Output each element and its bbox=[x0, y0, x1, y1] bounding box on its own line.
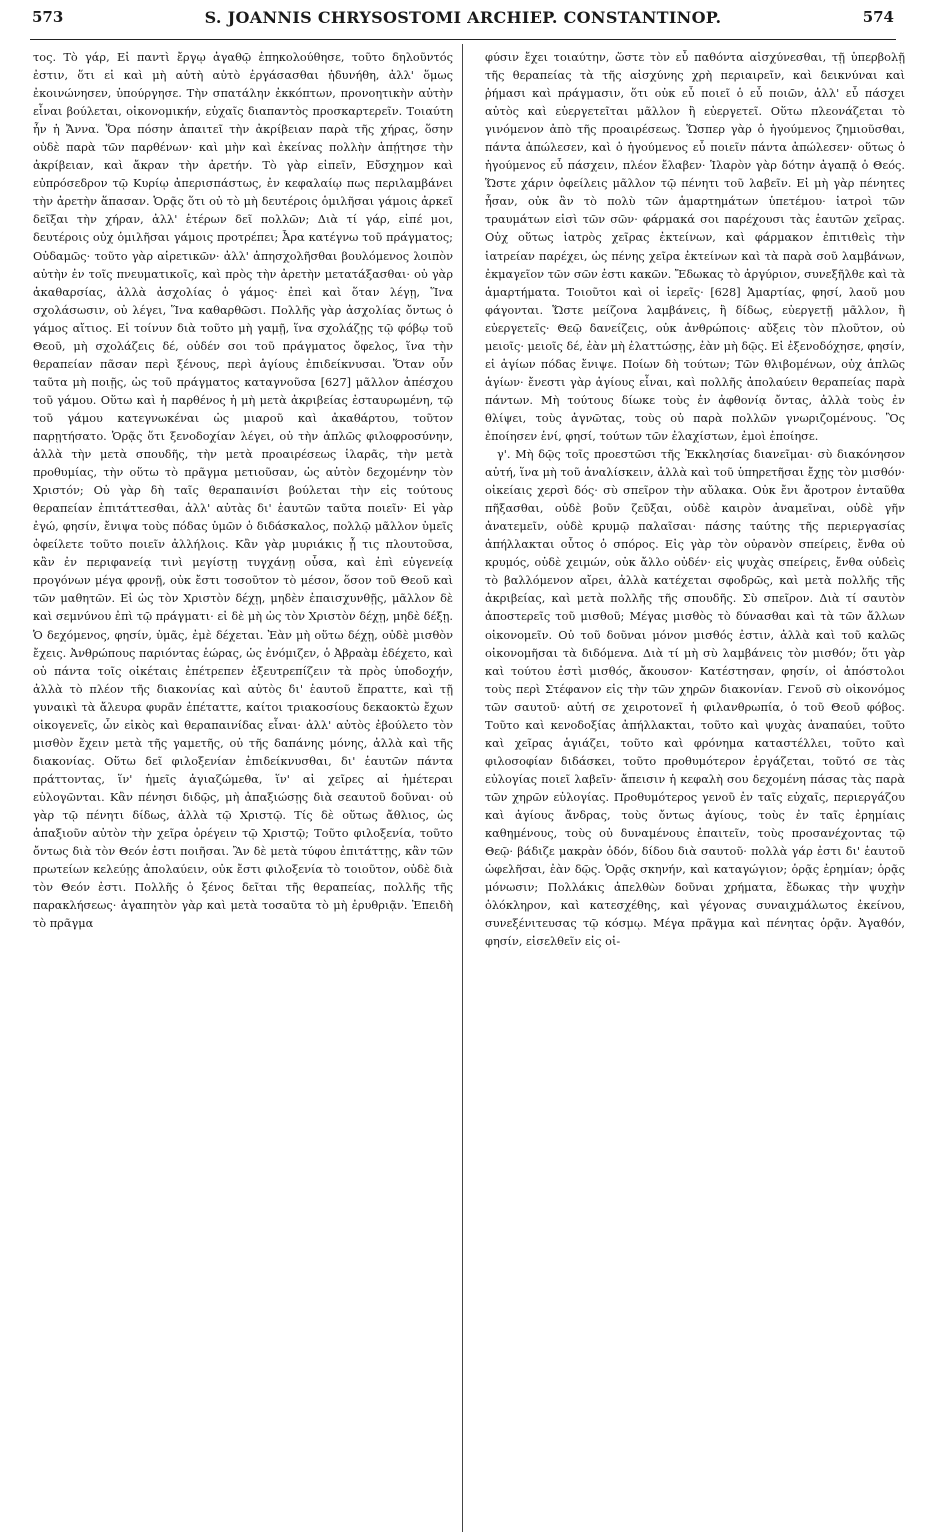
right-column bbox=[485, 48, 905, 950]
running-title: S. JOANNIS CHRYSOSTOMI ARCHIEP. CONSTANTINOP. bbox=[204, 8, 722, 27]
header-rule bbox=[30, 39, 896, 40]
page-number-right: 574 bbox=[862, 8, 894, 26]
column-divider bbox=[462, 44, 463, 1532]
left-column bbox=[33, 48, 453, 932]
left-column-text: τος. Τὸ γάρ, Εἰ παντὶ ἔργῳ ἀγαθῷ ἐπηκολούθησε, τοῦτο δηλοῦντός ἐστιν, ὅτι εἰ καὶ μὴ αὐτὴ αὐτὸ ἐργάσασθαι ἠδυνήθη, ἀλλ' ὅμως ἐκοινώνησεν, ὑπούργησε. Τὴν σπατάλην ἐκκόπτων, προνοητικὴν αὐτὴν εἶναι βούλεται, οἰκονομικήν, εὐχαῖς διαπαντὸς προσκαρτερεῖν. Τοιαύτη ἦν ἡ Ἄννα. Ὅρα πόσην ἀπαιτεῖ τὴν ἀκρίβειαν παρὰ τῆς χήρας, ὅσην οὐδὲ παρὰ τῶν παρθένων· καὶ μὴν καὶ ἐκείνας πολλὴν ἀπῄτησε τὴν ἀκρίβειαν, καὶ ἄκραν τὴν ἀρετήν. Τὸ γὰρ εἰπεῖν, Εὔσχημον καὶ εὐπρόσεδρον τῷ Κυρίῳ ἀπερισπάστως, ἐν κεφαλαίῳ πως περιλαμβάνει τὴν ἀρετὴν ἅπασαν. Ὁρᾷς ὅτι οὐ τὸ μὴ δευτέροις ὁμιλῆσαι γάμοις ἀρκεῖ δεῖξαι τὴν χήραν, ἀλλ' ἑτέρων δεῖ πολλῶν; Διὰ τί γάρ, εἰπέ μοι, δευτέροις οὐχ ὁμιλῆσαι γάμοις προτρέπει; Ἆρα κατέγνω τοῦ πράγματος; Οὐδαμῶς· τοῦτο γὰρ αἱρετικῶν· ἀλλ' ἀπησχολῆσθαι βουλόμενος λοιπὸν αὐτὴν ἐν τοῖς πνευματικοῖς, καὶ πρὸς τὴν ἀρετὴν μετατάξασθαι· οὐ γὰρ ἀκαθαρσίας, ἀλλὰ ἀσχολίας ὁ γάμος· ἐπεὶ καὶ ὅταν λέγῃ, Ἵνα σχολάσωσιν, οὐ λέγει, Ἵνα καθαρθῶσι. Πολλῆς γὰρ ἀσχολίας ὄντως ὁ γάμος αἴτιος. Εἰ τοίνυν διὰ τοῦτο μὴ γαμῇ, ἵνα σχολάζῃς τῷ φόβῳ τοῦ Θεοῦ, μὴ σχολάζεις δέ, οὐδέν σοι τοῦ πράγματος ὄφελος, ἵνα τὴν θεραπείαν πᾶσαν περὶ ξένους, περὶ ἁγίους ἐπιδείκνυσαι. Ὅταν οὖν ταῦτα μὴ ποιῇς, ὡς τοῦ πράγματος καταγνοῦσα [627] μᾶλλον ἀπέσχου τοῦ γάμου. Οὕτω καὶ ἡ παρθένος ἡ μὴ μετὰ ἀκριβείας ἐσταυρωμένη, τῷ τοῦ γάμου κατεγνωκέναι ὡς μιαροῦ καὶ ἀκαθάρτου, τοῦτον παρῃτήσατο. Ὁρᾷς ὅτι ξενοδοχίαν λέγει, οὐ τὴν ἁπλῶς φιλοφροσύνην, ἀλλὰ τὴν μετὰ σπουδῆς, τὴν μετὰ προαιρέσεως ἱλαρᾶς, τὴν μετὰ προθυμίας, τὴν οὕτω τὸ πρᾶγμα μετιοῦσαν, ὡς αὐτὸν δεχομένην τὸν Χριστόν; Οὐ γὰρ δὴ ταῖς θεραπαινίσι βούλεται τὴν εἰς τούτους θεραπείαν ἐπιτάττεσθαι, ἀλλ' αὐτὰς δι' ἑαυτῶν ταῦτα ποιεῖν· Εἰ γὰρ ἐγώ, φησίν, ἔνιψα τοὺς πόδας ὑμῶν ὁ διδάσκαλος, πολλῷ μᾶλλον ὑμεῖς ὀφείλετε τοῦτο ποιεῖν ἀλλήλοις. Κἂν γὰρ μυριάκις ᾖ τις πλουτοῦσα, κἂν ἐν περιφανείᾳ τινὶ μεγίστῃ τυγχάνῃ οὖσα, καὶ ἐπὶ εὐγενείᾳ προγόνων μέγα φρονῇ, οὐκ ἔστι τοσοῦτον τὸ μέσον, ὅσον τοῦ Θεοῦ καὶ τῶν μαθητῶν. Εἰ ὡς τὸν Χριστὸν δέχῃ, μηδὲν ἐπαισχυνθῇς, μᾶλλον δὲ καὶ σεμνύνου ἐπὶ τῷ πράγματι· εἰ δὲ μὴ ὡς τὸν Χριστὸν δέχῃ, μηδὲ δέξῃ. Ὁ δεχόμενος, φησίν, ὑμᾶς, ἐμὲ δέχεται. Ἐὰν μὴ οὕτω δέχῃ, οὐδὲ μισθὸν ἔχεις. Ἀνθρώπους παριόντας ἑώρας, ὡς ἐνόμιζεν, ὁ Ἀβραὰμ ἐδέχετο, καὶ οὐ πάντα τοῖς οἰκέταις ἐπέτρεπεν ἐξευτρεπίζειν τὰ πρὸς ὑποδοχήν, ἀλλὰ τὸ πλέον τῆς διακονίας καὶ αὐτὸς δι' ἑαυτοῦ ἔπραττε, καὶ τῇ γυναικὶ τὰ ἄλευρα φυρᾶν ἐπέταττε, καίτοι τριακοσίους δεκαοκτὼ ἔχων οἰκογενεῖς, ὧν εἰκὸς καὶ θεραπαινίδας εἶναι· ἀλλ' αὐτὸς ἐβούλετο τὸν μισθὸν ἔχειν μετὰ τῆς γαμετῆς, οὐ τῆς δαπάνης μόνης, ἀλλὰ καὶ τῆς διακονίας. Οὕτω δεῖ φιλοξενίαν ἐπιδείκνυσθαι, δι' ἑαυτῶν πάντα πράττοντας, ἵν' ἡμεῖς ἁγιαζώμεθα, ἵν' αἱ χεῖρες αἱ ἡμέτεραι εὐλογῶνται. Κἂν πένησι διδῷς, μὴ ἀπαξιώσῃς διὰ σεαυτοῦ δοῦναι· οὐ γὰρ τῷ πένητι δίδως, ἀλλὰ τῷ Χριστῷ. Τίς δὲ οὕτως ἄθλιος, ὡς ἀπαξιοῦν αὐτὸν τὴν χεῖρα ὀρέγειν τῷ Χριστῷ; Τοῦτο φιλοξενία, τοῦτο ὄντως διὰ τὸν Θεόν ἐστι ποιῆσαι. Ἂν δὲ μετὰ τύφου ἐπιτάττῃς, κἂν τῶν πρωτείων κελεύῃς ἀπολαύειν, οὐκ ἔστι φιλοξενία τὸ τοιοῦτον, οὐδὲ διὰ τὸν Θεόν ἐστι. Πολλῆς ὁ ξένος δεῖται τῆς θεραπείας, πολλῆς τῆς παρακλήσεως· ἀγαπητὸν γὰρ καὶ μετὰ τοσαῦτα τὸ μὴ ἐρυθριᾷν. Ἐπειδὴ τὸ πρᾶγμα bbox=[33, 50, 453, 931]
right-column-paragraph: γ'. Μὴ δῷς τοῖς προεστῶσι τῆς Ἐκκλησίας διανεῖμαι· σὺ διακόνησον αὐτή, ἵνα μὴ τοῦ ἀναλίσκειν, ἀλλὰ καὶ τοῦ ὑπηρετῆσαι ἔχῃς τὸν μισθόν· οἰκείαις χερσὶ δός· σὺ σπεῖρον τὴν αὔλακα. Οὐκ ἔνι ἄροτρον ἐνταῦθα πῆξασθαι, οὐδὲ βοῦν ζεῦξαι, οὐδὲ καιρὸν ἀναμεῖναι, οὐδὲ γῆν ἀνατεμεῖν, οὐδὲ κρυμῷ παλαῖσαι· πάσης ταύτης τῆς περιεργασίας ἀπήλλακται οὗτος ὁ σπόρος. Εἰς γὰρ τὸν οὐρανὸν σπείρεις, ἔνθα οὐ κρυμός, οὐδὲ χειμών, οὐκ ἄλλο οὐδέν· εἰς ψυχὰς σπείρεις, ἔνθα οὐδεὶς τὸ βαλλόμενον αἴρει, ἀλλὰ κατέχεται σφοδρῶς, καὶ μετὰ πολλῆς τῆς ἀκριβείας, καὶ μετὰ πολλῆς τῆς σπουδῆς. Σὺ σπεῖρον. Διὰ τί σαυτὸν ἀποστερεῖς τοῦ μισθοῦ; Μέγας μισθὸς τὸ δύνασθαι καὶ τὰ τῶν ἄλλων οἰκονομεῖν. Οὐ τοῦ δοῦναι μόνον μισθός ἐστιν, ἀλλὰ καὶ τοῦ καλῶς οἰκονομῆσαι τὰ διδόμενα. Διὰ τί μὴ σὺ λαμβάνεις τὸν μισθόν; ὅτι γὰρ καὶ τούτου ἐστὶ μισθός, ἄκουσον· Κατέστησαν, φησίν, οἱ ἀπόστολοι τοὺς περὶ Στέφανον εἰς τὴν τῶν χηρῶν διακονίαν. Γενοῦ σὺ οἰκονόμος τῶν σαυτοῦ· αὐτή σε χειροτονεῖ ἡ φιλανθρωπία, ὁ τοῦ Θεοῦ φόβος. Τοῦτο καὶ κενοδοξίας ἀπήλλακται, τοῦτο καὶ ψυχὰς ἀναπαύει, τοῦτο καὶ χεῖρας ἁγιάζει, τοῦτο καὶ φρόνημα καταστέλλει, τοῦτο καὶ φιλοσοφίαν διδάσκει, τοῦτο προθυμότερον ἐργάζεται, τοῦτό σε τὰς εὐλογίας ποιεῖ λαβεῖν· ἄπεισιν ἡ κεφαλὴ σου δεχομένη πάσας τὰς παρὰ τῶν χηρῶν εὐλογίας. Προθυμότερος γενοῦ ἐν ταῖς εὐχαῖς, περιεργάζου καὶ ἁγίους ἄνδρας, τοὺς ὄντως ἁγίους, τοὺς ἐν ταῖς ἐρημίαις καθημένους, τοὺς οὐ δυναμένους ἐπαιτεῖν, τοὺς προσανέχοντας τῷ Θεῷ· βάδιζε μακρὰν ὁδόν, δίδου διὰ σαυτοῦ· πολλὰ γάρ ἐστι δι' ἑαυτοῦ ὠφελῆσαι, ἐὰν δῷς. Ὁρᾷς σκηνήν, καὶ καταγώγιον; ὁρᾷς ἐρημίαν; ὁρᾷς μόνωσιν; Πολλάκις ἀπελθὼν δοῦναι χρήματα, ἔδωκας τὴν ψυχὴν ὁλόκληρον, καὶ κατεσχέθης, καὶ γέγονας συναιχμάλωτος ἐκείνου, συνεξένιτευσας τῷ κόσμῳ. Μέγα πρᾶγμα καὶ πένητας ὁρᾷν. Ἀγαθόν, φησίν, εἰσελθεῖν εἰς οἰ- bbox=[485, 447, 905, 949]
page-header bbox=[30, 6, 896, 46]
right-column-paragraph: φύσιν ἔχει τοιαύτην, ὥστε τὸν εὖ παθόντα αἰσχύνεσθαι, τῇ ὑπερβολῇ τῆς θεραπείας τὰ τῆς αἰσχύνης χρὴ περιαιρεῖν, καὶ δεικνύναι καὶ ῥήμασι καὶ πράγμασιν, ὅτι οὐκ εὖ ποιεῖ ὁ εὖ ποιῶν, ἀλλ' εὖ πάσχει αὐτὸς καὶ εὐεργετεῖται μᾶλλον ἢ εὐεργετεῖ. Οὕτω πλεονάζεται τὸ γινόμενον ἀπὸ τῆς προαιρέσεως. Ὥσπερ γὰρ ὁ ἡγούμενος ζημιοῦσθαι, πάντα ἀπώλεσεν, καὶ ὁ ἡγούμενος εὖ ποιεῖν πάντα ἀπώλεσεν· οὕτως ὁ ἡγούμενος εὖ πάσχειν, πλέον ἔλαβεν· Ἱλαρὸν γὰρ δότην ἀγαπᾷ ὁ Θεός. Ὥστε χάριν ὀφείλεις μᾶλλον τῷ πένητι τοῦ λαβεῖν. Εἰ μὴ γὰρ πένητες ἦσαν, οὐκ ἂν τὸ πολὺ τῶν ἁμαρτημάτων ὑπετέμου· ἰατροὶ τῶν τραυμάτων εἰσὶ τῶν σῶν· φάρμακά σοι παρέχουσι τὰς ἑαυτῶν χεῖρας. Οὐχ οὕτως ἰατρὸς χεῖρας ἐκτείνων, καὶ φάρμακον ἐπιτιθεὶς τὴν ἰατρείαν παρέχει, ὡς πένης χεῖρα ἐκτείνων καὶ τὰ παρὰ σοῦ λαμβάνων, ἐκμαγεῖον τῶν σῶν ἐστι κακῶν. Ἔδωκας τὸ ἀργύριον, συνεξῆλθε καὶ τὰ ἁμαρτήματα. Τοιοῦτοι καὶ οἱ ἱερεῖς· [628] Ἁμαρτίας, φησί, λαοῦ μου φάγονται. Ὥστε μείζονα λαμβάνεις, ἢ δίδως, εὐεργετῇ μᾶλλον, ἢ εὐεργετεῖς· Θεῷ δανείζεις, οὐκ ἀνθρώποις· αὔξεις τὸν πλοῦτον, οὐ μειοῖς· μειοῖς δέ, ἐὰν μὴ ἐλαττώσῃς, ἐὰν μὴ δῷς. Εἰ ἐξενοδόχησε, φησίν, εἰ ἁγίων πόδας ἔνιψε. Ποίων δὴ τούτων; Τῶν θλιβομένων, οὐχ ἁπλῶς ἁγίων· ἔνεστι γὰρ ἁγίους εἶναι, καὶ πολλῆς ἀπολαύειν θεραπείας παρὰ πάντων. Μὴ τούτους δίωκε τοὺς ἐν ἀφθονίᾳ ὄντας, ἀλλὰ τοὺς ἐν θλίψει, τοὺς ἀγνῶτας, τοὺς οὐ παρὰ πολλῶν γνωριζομένους. Ὃς ἐποίησεν ἑνί, φησί, τούτων τῶν ἐλαχίστων, ἐμοὶ ἐποίησε. bbox=[485, 50, 905, 443]
page-number-left: 573 bbox=[32, 8, 64, 26]
